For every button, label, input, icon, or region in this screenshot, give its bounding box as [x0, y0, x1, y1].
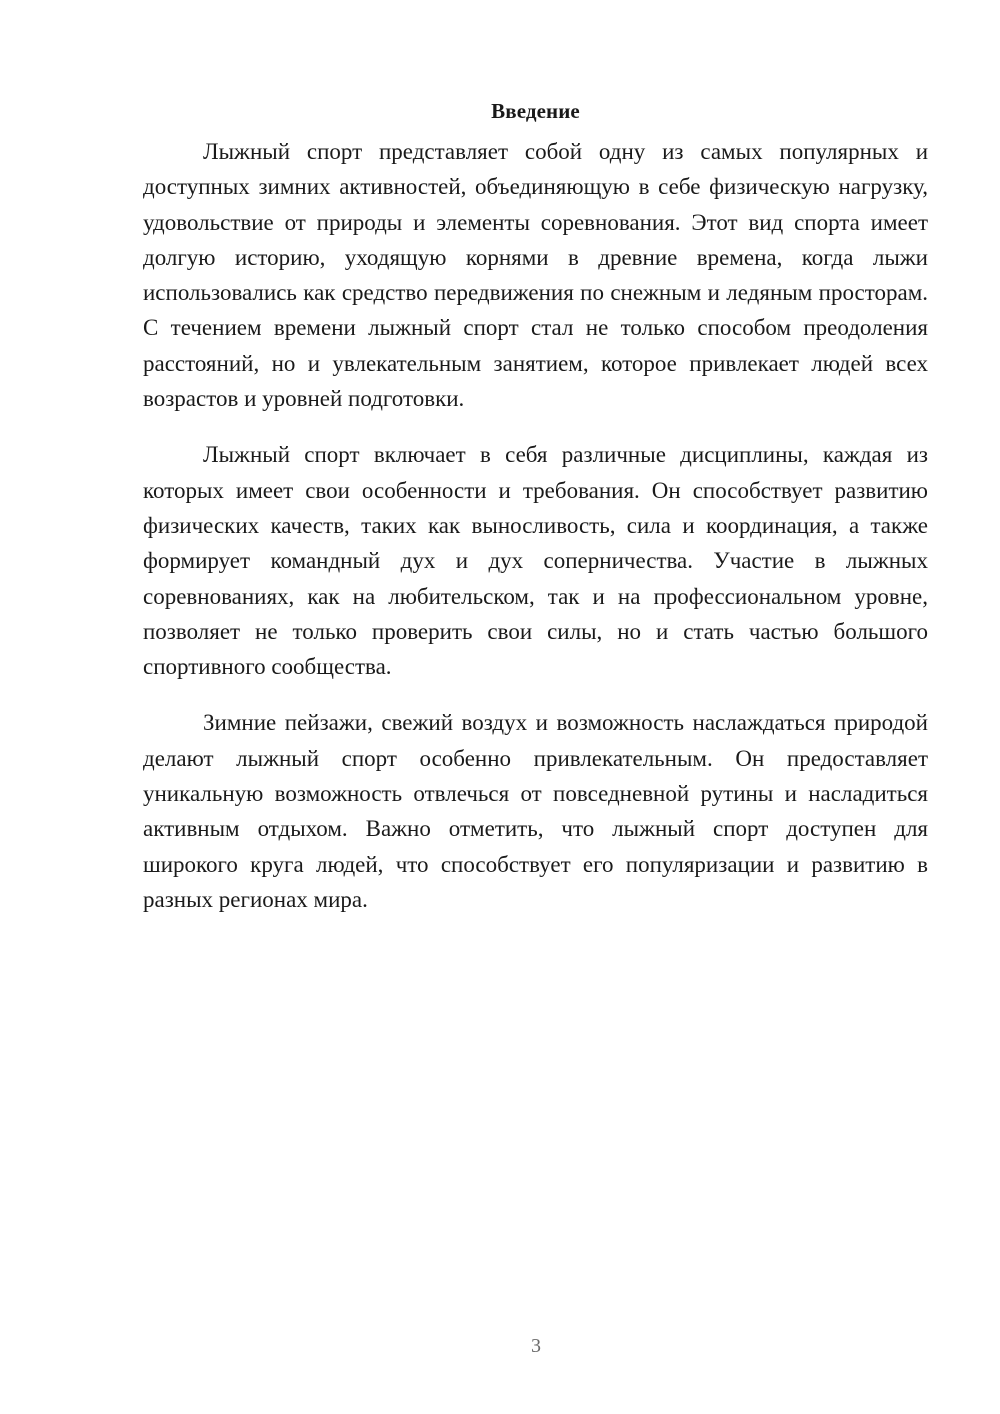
- section-heading: Введение: [491, 99, 580, 123]
- paragraph-3: Зимние пейзажи, свежий воздух и возможность наслаждаться природой делают лыжный спорт особенно привлекательным. Он предоставляет уникальную возможность отвлечься от повседневной рутины и насладиться активным отдыхом. Важно отметить, что лыжный спорт доступен для широкого круга людей, что способствует его популяризации и развитию в разных регионах мира.: [143, 710, 928, 912]
- page-number: 3: [531, 1335, 541, 1357]
- paragraph-2: Лыжный спорт включает в себя различные дисциплины, каждая из которых имеет свои особенности и требования. Он способствует развитию физических качеств, таких как выносливость, сила и координация, а также формирует командный дух и дух соперничества. Участие в лыжных соревнованиях, как на любительском, так и на профессиональном уровне, позволяет не только проверить свои силы, но и стать частью большого спортивного сообщества.: [143, 442, 928, 680]
- paragraph-1: Лыжный спорт представляет собой одну из самых популярных и доступных зимних активностей, объединяющую в себе физическую нагрузку, удовольствие от природы и элементы соревнования. Этот вид спорта имеет долгую историю, уходящую корнями в древние времена, когда лыжи использовались как средство передвижения по снежным и ледяным просторам. С течением времени лыжный спорт стал не только способом преодоления расстояний, но и увлекательным занятием, которое привлекает людей всех возрастов и уровней подготовки.: [143, 139, 928, 412]
- page-content: [143, 96, 928, 938]
